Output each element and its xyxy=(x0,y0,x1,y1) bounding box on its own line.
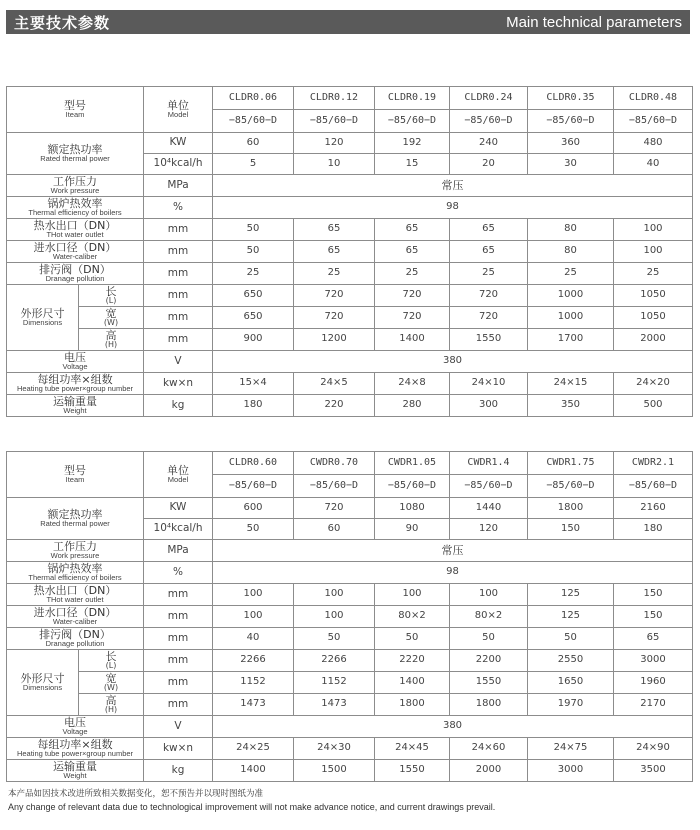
model-name-cell: CWDR2.1 xyxy=(614,452,693,475)
weight-cell: 180 xyxy=(213,395,294,417)
power-kw-cell: 60 xyxy=(213,133,294,154)
length-label-cell xyxy=(79,285,144,307)
pressure-label-cell xyxy=(7,175,144,197)
power-label-zh: 额定热功率 xyxy=(47,507,103,521)
length-cell: 720 xyxy=(375,285,450,307)
outlet-cell: 100 xyxy=(294,584,375,606)
weight-label-cell xyxy=(7,395,144,417)
power-kcal-cell: 180 xyxy=(614,519,693,540)
height-cell: 900 xyxy=(213,329,294,351)
power-kw-cell: 600 xyxy=(213,498,294,519)
drain-cell: 25 xyxy=(294,263,375,285)
model-suffix-cell: −85/60−D xyxy=(528,475,614,498)
power-kw-cell: 1440 xyxy=(450,498,528,519)
outlet-cell: 50 xyxy=(213,219,294,241)
unit-kwn: kw×n xyxy=(144,738,213,760)
height-cell: 2170 xyxy=(614,694,693,716)
power-kcal-cell: 40 xyxy=(614,154,693,175)
inlet-cell: 80×2 xyxy=(450,606,528,628)
power-kw-cell: 720 xyxy=(294,498,375,519)
model-label-zh: 型号 xyxy=(64,463,86,477)
voltage-label-cell xyxy=(7,716,144,738)
weight-label-en: Weight xyxy=(63,406,87,416)
width-cell: 650 xyxy=(213,307,294,329)
model-name-cell: CLDR0.48 xyxy=(614,87,693,110)
unit-kw: KW xyxy=(144,133,213,154)
tube-cell: 24×75 xyxy=(528,738,614,760)
power-kw-cell: 192 xyxy=(375,133,450,154)
unit-v: V xyxy=(144,351,213,373)
tube-cell: 24×45 xyxy=(375,738,450,760)
power-kw-cell: 120 xyxy=(294,133,375,154)
drain-label-cell xyxy=(7,628,144,650)
footer-note xyxy=(8,788,692,814)
tube-label-en: Heating tube power×group number xyxy=(16,384,134,394)
unit-kwn: kw×n xyxy=(144,373,213,395)
model-name-cell: CLDR0.06 xyxy=(213,87,294,110)
height-cell: 1473 xyxy=(213,694,294,716)
unit-header-cell xyxy=(144,452,213,498)
voltage-label-en: Voltage xyxy=(62,362,88,372)
outlet-label-en: THot water outlet xyxy=(46,595,104,605)
inlet-cell: 65 xyxy=(450,241,528,263)
width-cell: 1400 xyxy=(375,672,450,694)
height-cell: 1550 xyxy=(450,329,528,351)
voltage-value: 380 xyxy=(213,351,693,373)
unit-mm: mm xyxy=(144,329,213,351)
length-cell: 720 xyxy=(294,285,375,307)
power-kw-cell: 1800 xyxy=(528,498,614,519)
model-name-cell: CLDR0.12 xyxy=(294,87,375,110)
outlet-label-zh: 热水出口（DN） xyxy=(33,218,117,232)
weight-label-zh: 运输重量 xyxy=(53,394,97,408)
tube-label-zh: 每组功率×组数 xyxy=(37,737,113,751)
drain-label-en: Dranage pollution xyxy=(45,274,105,284)
power-kw-cell: 1080 xyxy=(375,498,450,519)
height-label-en: (H) xyxy=(104,705,118,715)
pressure-value: 常压 xyxy=(213,540,693,562)
unit-mm: mm xyxy=(144,307,213,329)
efficiency-label-en: Thermal efficiency of boilers xyxy=(28,573,122,583)
tube-label-cell xyxy=(7,373,144,395)
unit-kw: KW xyxy=(144,498,213,519)
drain-label-en: Dranage pollution xyxy=(45,639,105,649)
weight-label-cell xyxy=(7,760,144,782)
unit-mm: mm xyxy=(144,241,213,263)
model-suffix-cell: −85/60−D xyxy=(528,110,614,133)
pressure-label-zh: 工作压力 xyxy=(53,174,97,188)
drain-cell: 50 xyxy=(294,628,375,650)
length-label-cell xyxy=(79,650,144,672)
length-cell: 3000 xyxy=(614,650,693,672)
inlet-label-zh: 进水口径（DN） xyxy=(33,240,117,254)
unit-mpa: MPa xyxy=(144,175,213,197)
model-suffix-cell: −85/60−D xyxy=(294,475,375,498)
unit-mm: mm xyxy=(144,694,213,716)
height-cell: 1200 xyxy=(294,329,375,351)
tube-label-zh: 每组功率×组数 xyxy=(37,372,113,386)
dims-label-en: Dimensions xyxy=(22,318,63,328)
unit-kcal: 10⁴kcal/h xyxy=(144,154,213,175)
model-name-cell: CLDR0.35 xyxy=(528,87,614,110)
model-suffix-cell: −85/60−D xyxy=(375,110,450,133)
drain-label-zh: 排污阀（DN） xyxy=(39,262,111,276)
unit-kg: kg xyxy=(144,760,213,782)
width-cell: 1960 xyxy=(614,672,693,694)
drain-cell: 25 xyxy=(375,263,450,285)
drain-cell: 40 xyxy=(213,628,294,650)
efficiency-label-cell xyxy=(7,562,144,584)
dims-label-cell xyxy=(7,650,79,716)
efficiency-label-zh: 锅炉热效率 xyxy=(47,561,103,575)
drain-cell: 50 xyxy=(528,628,614,650)
inlet-cell: 100 xyxy=(614,241,693,263)
height-cell: 1800 xyxy=(450,694,528,716)
outlet-label-en: THot water outlet xyxy=(46,230,104,240)
width-cell: 720 xyxy=(375,307,450,329)
drain-cell: 25 xyxy=(528,263,614,285)
weight-cell: 2000 xyxy=(450,760,528,782)
length-cell: 2200 xyxy=(450,650,528,672)
efficiency-value: 98 xyxy=(213,562,693,584)
pressure-label-zh: 工作压力 xyxy=(53,539,97,553)
unit-header-cell xyxy=(144,87,213,133)
pressure-label-en: Work pressure xyxy=(50,186,100,196)
unit-mm: mm xyxy=(144,263,213,285)
model-name-cell: CWDR0.70 xyxy=(294,452,375,475)
inlet-cell: 80 xyxy=(528,241,614,263)
height-label-cell xyxy=(79,694,144,716)
outlet-cell: 100 xyxy=(450,584,528,606)
width-cell: 1550 xyxy=(450,672,528,694)
power-label-zh: 额定热功率 xyxy=(47,142,103,156)
tube-cell: 24×10 xyxy=(450,373,528,395)
height-label-en: (H) xyxy=(104,340,118,350)
section-title-zh: 主要技术参数 xyxy=(14,13,111,32)
model-label-en: Iteam xyxy=(65,475,85,485)
power-kcal-cell: 15 xyxy=(375,154,450,175)
model-name-cell: CWDR1.4 xyxy=(450,452,528,475)
spec-table-1 xyxy=(6,86,693,417)
unit-mm: mm xyxy=(144,672,213,694)
section-header xyxy=(6,10,690,34)
outlet-label-cell xyxy=(7,219,144,241)
outlet-cell: 100 xyxy=(213,584,294,606)
width-cell: 1000 xyxy=(528,307,614,329)
drain-cell: 50 xyxy=(450,628,528,650)
outlet-cell: 100 xyxy=(375,584,450,606)
unit-mpa: MPa xyxy=(144,540,213,562)
width-label-en: (W) xyxy=(103,683,119,693)
tube-label-en: Heating tube power×group number xyxy=(16,749,134,759)
width-label-zh: 宽 xyxy=(105,671,117,685)
power-kcal-cell: 60 xyxy=(294,519,375,540)
power-kcal-cell: 5 xyxy=(213,154,294,175)
model-suffix-cell: −85/60−D xyxy=(375,475,450,498)
width-cell: 1050 xyxy=(614,307,693,329)
model-name-cell: CLDR0.60 xyxy=(213,452,294,475)
model-name-cell: CWDR1.75 xyxy=(528,452,614,475)
unit-label-en: Model xyxy=(167,110,189,120)
voltage-label-zh: 电压 xyxy=(64,350,86,364)
pressure-label-en: Work pressure xyxy=(50,551,100,561)
tube-cell: 24×15 xyxy=(528,373,614,395)
length-cell: 2266 xyxy=(294,650,375,672)
inlet-cell: 65 xyxy=(375,241,450,263)
unit-pct: % xyxy=(144,562,213,584)
power-kw-cell: 240 xyxy=(450,133,528,154)
outlet-cell: 65 xyxy=(375,219,450,241)
weight-cell: 500 xyxy=(614,395,693,417)
outlet-cell: 80 xyxy=(528,219,614,241)
weight-cell: 3000 xyxy=(528,760,614,782)
height-label-zh: 高 xyxy=(105,693,117,707)
power-label-cell xyxy=(7,498,144,540)
efficiency-label-cell xyxy=(7,197,144,219)
width-label-en: (W) xyxy=(103,318,119,328)
model-header-cell xyxy=(7,87,144,133)
section-title-en: Main technical parameters xyxy=(506,13,682,31)
inlet-label-en: Water-caliber xyxy=(52,252,98,262)
weight-cell: 300 xyxy=(450,395,528,417)
unit-pct: % xyxy=(144,197,213,219)
weight-cell: 1500 xyxy=(294,760,375,782)
tube-cell: 24×90 xyxy=(614,738,693,760)
width-label-zh: 宽 xyxy=(105,306,117,320)
model-name-cell: CLDR0.19 xyxy=(375,87,450,110)
power-kw-cell: 2160 xyxy=(614,498,693,519)
model-suffix-cell: −85/60−D xyxy=(614,475,693,498)
pressure-label-cell xyxy=(7,540,144,562)
tube-cell: 24×20 xyxy=(614,373,693,395)
outlet-cell: 65 xyxy=(294,219,375,241)
unit-mm: mm xyxy=(144,628,213,650)
power-label-en: Rated thermal power xyxy=(40,154,110,164)
weight-cell: 1400 xyxy=(213,760,294,782)
length-label-zh: 长 xyxy=(105,649,117,663)
outlet-cell: 65 xyxy=(450,219,528,241)
power-label-en: Rated thermal power xyxy=(40,519,110,529)
power-label-cell xyxy=(7,133,144,175)
inlet-label-cell xyxy=(7,606,144,628)
height-cell: 1400 xyxy=(375,329,450,351)
height-cell: 1700 xyxy=(528,329,614,351)
length-cell: 650 xyxy=(213,285,294,307)
voltage-label-en: Voltage xyxy=(62,727,88,737)
drain-cell: 25 xyxy=(614,263,693,285)
spec-table-2 xyxy=(6,451,693,782)
height-cell: 1970 xyxy=(528,694,614,716)
model-label-en: Iteam xyxy=(65,110,85,120)
weight-cell: 1550 xyxy=(375,760,450,782)
unit-mm: mm xyxy=(144,285,213,307)
height-cell: 1800 xyxy=(375,694,450,716)
outlet-label-cell xyxy=(7,584,144,606)
model-suffix-cell: −85/60−D xyxy=(213,475,294,498)
model-suffix-cell: −85/60−D xyxy=(294,110,375,133)
width-cell: 1650 xyxy=(528,672,614,694)
unit-label-zh: 单位 xyxy=(167,463,189,477)
weight-label-zh: 运输重量 xyxy=(53,759,97,773)
power-kcal-cell: 10 xyxy=(294,154,375,175)
inlet-label-zh: 进水口径（DN） xyxy=(33,605,117,619)
inlet-label-cell xyxy=(7,241,144,263)
length-cell: 2266 xyxy=(213,650,294,672)
unit-kg: kg xyxy=(144,395,213,417)
width-cell: 1152 xyxy=(213,672,294,694)
drain-label-zh: 排污阀（DN） xyxy=(39,627,111,641)
power-kw-cell: 360 xyxy=(528,133,614,154)
power-kcal-cell: 120 xyxy=(450,519,528,540)
weight-cell: 3500 xyxy=(614,760,693,782)
drain-cell: 50 xyxy=(375,628,450,650)
tube-cell: 24×25 xyxy=(213,738,294,760)
power-kcal-cell: 20 xyxy=(450,154,528,175)
width-cell: 720 xyxy=(450,307,528,329)
model-label-zh: 型号 xyxy=(64,98,86,112)
width-cell: 720 xyxy=(294,307,375,329)
unit-mm: mm xyxy=(144,606,213,628)
power-kcal-cell: 30 xyxy=(528,154,614,175)
height-cell: 1473 xyxy=(294,694,375,716)
efficiency-label-zh: 锅炉热效率 xyxy=(47,196,103,210)
inlet-cell: 65 xyxy=(294,241,375,263)
height-label-cell xyxy=(79,329,144,351)
length-label-zh: 长 xyxy=(105,284,117,298)
footer-note-en: Any change of relevant data due to technological improvement will not make advance notice, and current drawings prevail. xyxy=(8,801,496,812)
height-label-zh: 高 xyxy=(105,328,117,342)
voltage-label-zh: 电压 xyxy=(64,715,86,729)
model-suffix-cell: −85/60−D xyxy=(614,110,693,133)
dims-label-zh: 外形尺寸 xyxy=(20,306,65,320)
power-kcal-cell: 150 xyxy=(528,519,614,540)
outlet-cell: 100 xyxy=(614,219,693,241)
inlet-cell: 100 xyxy=(213,606,294,628)
pressure-value: 常压 xyxy=(213,175,693,197)
tube-cell: 24×8 xyxy=(375,373,450,395)
unit-label-zh: 单位 xyxy=(167,98,189,112)
tube-cell: 15×4 xyxy=(213,373,294,395)
width-label-cell xyxy=(79,307,144,329)
weight-cell: 280 xyxy=(375,395,450,417)
tube-label-cell xyxy=(7,738,144,760)
length-cell: 1050 xyxy=(614,285,693,307)
efficiency-label-en: Thermal efficiency of boilers xyxy=(28,208,122,218)
tube-cell: 24×5 xyxy=(294,373,375,395)
power-kcal-cell: 90 xyxy=(375,519,450,540)
outlet-label-zh: 热水出口（DN） xyxy=(33,583,117,597)
tube-cell: 24×60 xyxy=(450,738,528,760)
length-label-en: (L) xyxy=(105,296,117,306)
drain-cell: 25 xyxy=(213,263,294,285)
model-name-cell: CWDR1.05 xyxy=(375,452,450,475)
inlet-label-en: Water-caliber xyxy=(52,617,98,627)
tube-cell: 24×30 xyxy=(294,738,375,760)
model-suffix-cell: −85/60−D xyxy=(450,110,528,133)
width-cell: 1152 xyxy=(294,672,375,694)
footer-note-zh: 本产品如因技术改进所致相关数据变化，恕不预告并以现时图纸为准 xyxy=(8,789,264,799)
width-label-cell xyxy=(79,672,144,694)
unit-mm: mm xyxy=(144,584,213,606)
length-cell: 720 xyxy=(450,285,528,307)
length-cell: 1000 xyxy=(528,285,614,307)
length-cell: 2220 xyxy=(375,650,450,672)
dims-label-cell xyxy=(7,285,79,351)
inlet-cell: 100 xyxy=(294,606,375,628)
weight-cell: 220 xyxy=(294,395,375,417)
length-label-en: (L) xyxy=(105,661,117,671)
inlet-cell: 50 xyxy=(213,241,294,263)
voltage-label-cell xyxy=(7,351,144,373)
unit-mm: mm xyxy=(144,219,213,241)
unit-mm: mm xyxy=(144,650,213,672)
unit-label-en: Model xyxy=(167,475,189,485)
inlet-cell: 150 xyxy=(614,606,693,628)
height-cell: 2000 xyxy=(614,329,693,351)
length-cell: 2550 xyxy=(528,650,614,672)
unit-v: V xyxy=(144,716,213,738)
drain-cell: 25 xyxy=(450,263,528,285)
model-suffix-cell: −85/60−D xyxy=(450,475,528,498)
power-kw-cell: 480 xyxy=(614,133,693,154)
model-name-cell: CLDR0.24 xyxy=(450,87,528,110)
drain-label-cell xyxy=(7,263,144,285)
dims-label-en: Dimensions xyxy=(22,683,63,693)
weight-cell: 350 xyxy=(528,395,614,417)
inlet-cell: 125 xyxy=(528,606,614,628)
outlet-cell: 125 xyxy=(528,584,614,606)
outlet-cell: 150 xyxy=(614,584,693,606)
model-header-cell xyxy=(7,452,144,498)
drain-cell: 65 xyxy=(614,628,693,650)
power-kcal-cell: 50 xyxy=(213,519,294,540)
inlet-cell: 80×2 xyxy=(375,606,450,628)
efficiency-value: 98 xyxy=(213,197,693,219)
voltage-value: 380 xyxy=(213,716,693,738)
dims-label-zh: 外形尺寸 xyxy=(20,671,65,685)
unit-kcal: 10⁴kcal/h xyxy=(144,519,213,540)
model-suffix-cell: −85/60−D xyxy=(213,110,294,133)
weight-label-en: Weight xyxy=(63,771,87,781)
